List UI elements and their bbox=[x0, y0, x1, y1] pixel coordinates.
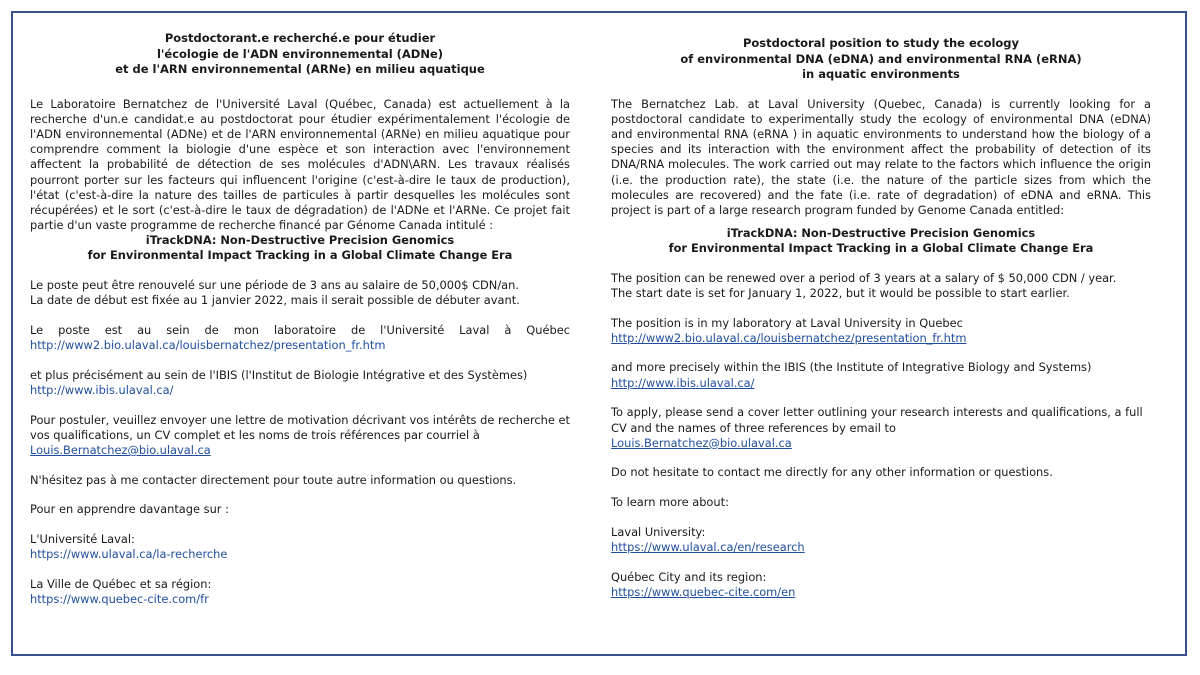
english-title-line: in aquatic environments bbox=[802, 67, 960, 81]
english-title bbox=[611, 36, 1151, 83]
document-frame bbox=[11, 11, 1187, 656]
english-salary bbox=[611, 271, 1151, 301]
english-project-line: iTrackDNA: Non-Destructive Precision Genomics bbox=[726, 226, 1036, 241]
english-ibis-text: and more precisely within the IBIS (the Institute of Integrative Biology and Systems) bbox=[611, 360, 1092, 375]
french-project-line: iTrackDNA: Non-Destructive Precision Genomics bbox=[145, 233, 455, 248]
english-column bbox=[611, 13, 1151, 600]
english-lab bbox=[611, 316, 1151, 346]
english-lab-link[interactable]: http://www2.bio.ulaval.ca/louisbernatchez/presentation_fr.htm bbox=[611, 330, 967, 345]
english-learn-more: To learn more about: bbox=[611, 495, 729, 510]
french-salary-line: Le poste peut être renouvelé sur une période de 3 ans au salaire de 50,000$ CDN/an. bbox=[30, 277, 519, 292]
french-email-link[interactable]: Louis.Bernatchez@bio.ulaval.ca bbox=[30, 442, 211, 457]
french-column bbox=[30, 13, 570, 607]
french-university bbox=[30, 532, 570, 562]
french-title bbox=[30, 31, 570, 78]
french-title-line: Postdoctorant.e recherché.e pour étudier bbox=[164, 31, 436, 45]
english-title-line: Postdoctoral position to study the ecology bbox=[742, 36, 1020, 50]
french-contact: N'hésitez pas à me contacter directement pour toute autre information ou questions. bbox=[30, 472, 517, 487]
french-ibis-text: et plus précisément au sein de l'IBIS (l'Institut de Biologie Intégrative et des Systèmes) bbox=[30, 367, 528, 382]
french-intro: Le Laboratoire Bernatchez de l'Université Laval (Québec, Canada) est actuellement à la recherche d'un.e candidat.e au postdoctorat pour étudier expérimentalement l'écologie de l'ADN environnemental (ADNe) et de l'ARN environnemental (ARNe) en milieu aquatique pour comprendre comment la biologie d'une espèce et son interaction avec l'environnement affectent la probabilité de détection de ses molécules d'ADN\ARN. Les travaux réalisés pourront porter sur les facteurs qui influencent l'origine (c'est-à-dire le taux de production), l'état (c'est-à-dire la nature des tailles de particules à partir desquelles les molécules sont récupérées) et le sort (c'est-à-dire le taux de dégradation) de l'ADNe et l'ARNe. Ce projet fait partie d'un vaste programme de recherche financé par Génome Canada intitulé : bbox=[30, 96, 570, 233]
french-university-label: L'Université Laval: bbox=[30, 532, 135, 547]
english-ibis-link[interactable]: http://www.ibis.ulaval.ca/ bbox=[611, 375, 755, 390]
english-university-link[interactable]: https://www.ulaval.ca/en/research bbox=[611, 540, 805, 555]
english-salary-line: The position can be renewed over a period of 3 years at a salary of $ 50,000 CDN / year. bbox=[611, 270, 1117, 285]
french-city-label: La Ville de Québec et sa région: bbox=[30, 576, 212, 591]
french-project-line: for Environmental Impact Tracking in a Global Climate Change Era bbox=[87, 248, 513, 263]
english-city bbox=[611, 570, 1151, 600]
english-start-date-line: The start date is set for January 1, 2022, but it would be possible to start earlier. bbox=[611, 285, 1070, 300]
french-city-link[interactable]: https://www.quebec-cite.com/fr bbox=[30, 592, 209, 607]
french-apply bbox=[30, 413, 570, 459]
english-city-link[interactable]: https://www.quebec-cite.com/en bbox=[611, 584, 796, 599]
french-learn-more: Pour en apprendre davantage sur : bbox=[30, 502, 229, 517]
english-email-link[interactable]: Louis.Bernatchez@bio.ulaval.ca bbox=[611, 435, 792, 450]
french-project-title bbox=[30, 233, 570, 263]
english-lab-text: The position is in my laboratory at Laval University in Quebec bbox=[611, 315, 963, 330]
english-contact: Do not hesitate to contact me directly for any other information or questions. bbox=[611, 465, 1053, 480]
english-project-title bbox=[611, 226, 1151, 256]
french-lab-text: Le poste est au sein de mon laboratoire de l'Université Laval à Québec bbox=[30, 322, 570, 337]
french-start-date-line: La date de début est fixée au 1 janvier 2022, mais il serait possible de débuter avant. bbox=[30, 293, 520, 308]
english-city-label: Québec City and its region: bbox=[611, 569, 767, 584]
french-lab bbox=[30, 323, 570, 353]
french-salary bbox=[30, 278, 570, 308]
english-apply-text: To apply, please send a cover letter outlining your research interests and qualifications, a full CV and the names of three references by email to bbox=[611, 405, 1143, 435]
french-university-link[interactable]: https://www.ulaval.ca/la-recherche bbox=[30, 547, 228, 562]
french-title-line: l'écologie de l'ADN environnemental (ADNe) bbox=[156, 46, 444, 61]
french-lab-link[interactable]: http://www2.bio.ulaval.ca/louisbernatchez/presentation_fr.htm bbox=[30, 337, 386, 352]
english-university-label: Laval University: bbox=[611, 524, 706, 539]
english-title-line: of environmental DNA (eDNA) and environmental RNA (eRNA) bbox=[680, 51, 1082, 66]
french-ibis bbox=[30, 368, 570, 398]
english-ibis bbox=[611, 360, 1151, 390]
english-university bbox=[611, 525, 1151, 555]
french-ibis-link[interactable]: http://www.ibis.ulaval.ca/ bbox=[30, 382, 174, 397]
french-city bbox=[30, 577, 570, 607]
french-title-line: et de l'ARN environnemental (ARNe) en milieu aquatique bbox=[115, 62, 485, 76]
french-apply-text: Pour postuler, veuillez envoyer une lettre de motivation décrivant vos intérêts de recherche et vos qualifications, un CV complet et les noms de trois références par courriel à bbox=[30, 412, 570, 442]
english-apply bbox=[611, 405, 1151, 451]
english-project-line: for Environmental Impact Tracking in a Global Climate Change Era bbox=[668, 241, 1094, 256]
english-intro: The Bernatchez Lab. at Laval University (Quebec, Canada) is currently looking for a postdoctoral candidate to experimentally study the ecology of environmental DNA (eDNA) and environmental RNA (eRNA ) in aquatic environments to understand how the biology of a species and its interaction with the environment affect the probability of detection of its DNA/RNA molecules. The work carried out may relate to the factors which influence the origin (i.e. the production rate), the state (i.e. the nature of the particle sizes from which the molecules are recovered) and the fate (i.e. rate of degradation) of eDNA and eRNA. This project is part of a large research program funded by Genome Canada entitled: bbox=[611, 96, 1151, 217]
